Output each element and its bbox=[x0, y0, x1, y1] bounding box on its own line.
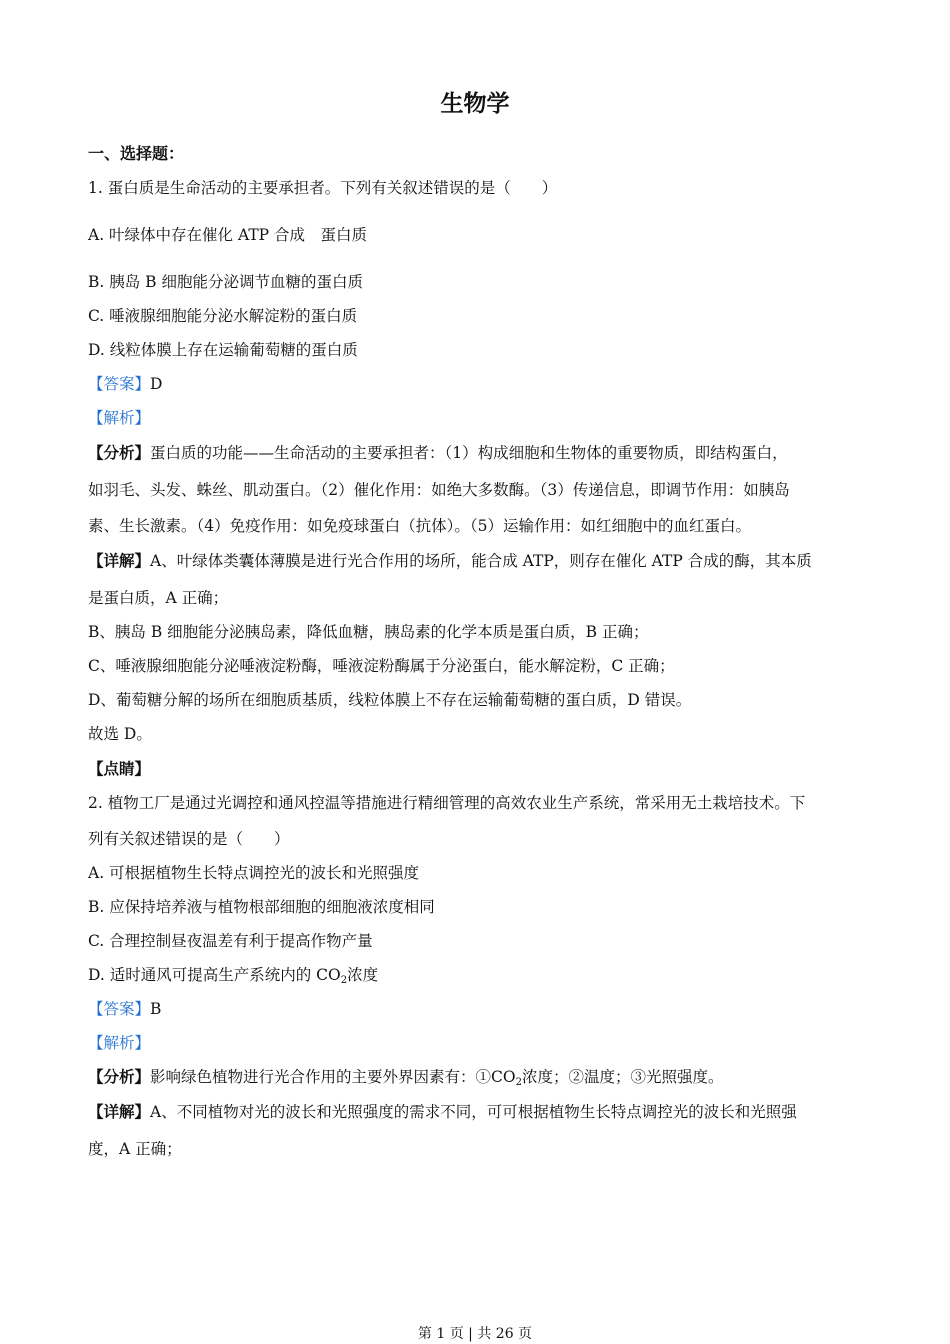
xiangjie-text: A、不同植物对光的波长和光照强度的需求不同，可可根据植物生长特点调控光的波长和光照强 bbox=[150, 1103, 797, 1121]
question-2-analysis-tag: 【解析】 bbox=[88, 1034, 151, 1052]
question-1-stem: 1. 蛋白质是生命活动的主要承担者。下列有关叙述错误的是（ ） bbox=[88, 179, 558, 197]
question-2-answer bbox=[88, 999, 161, 1019]
xiangjie-text: A、叶绿体类囊体薄膜是进行光合作用的场所，能合成 ATP，则存在催化 ATP 合成的酶，其本质 bbox=[150, 552, 812, 570]
question-2-stem-line-2: 列有关叙述错误的是（ ） bbox=[88, 830, 290, 848]
document-title: 生物学 bbox=[440, 90, 510, 117]
question-1-option-b: B. 胰岛 B 细胞能分泌调节血糖的蛋白质 bbox=[88, 273, 363, 291]
answer-value: B bbox=[150, 1000, 162, 1018]
option-d-text: D. 适时通风可提高生产系统内的 CO bbox=[88, 966, 341, 984]
page-footer: 第 1 页 | 共 26 页 bbox=[417, 1326, 533, 1342]
question-2-option-a: A. 可根据植物生长特点调控光的波长和光照强度 bbox=[88, 864, 420, 882]
answer-tag: 【答案】 bbox=[88, 375, 151, 393]
fenxi-text: 蛋白质的功能——生命活动的主要承担者：（1）构成细胞和生物体的重要物质，即结构蛋白， bbox=[150, 444, 788, 462]
subscript: 2 bbox=[515, 1077, 522, 1088]
question-1-option-a: A. 叶绿体中存在催化 ATP 合成 蛋白质 bbox=[88, 226, 368, 244]
answer-value: D bbox=[150, 375, 163, 393]
question-1-xiangjie-line-5: D、葡萄糖分解的场所在细胞质基质，线粒体膜上不存在运输葡萄糖的蛋白质，D 错误。 bbox=[88, 691, 692, 709]
fenxi-text-end: 浓度；②温度；③光照强度。 bbox=[521, 1068, 724, 1086]
section-heading: 一、选择题： bbox=[88, 144, 185, 163]
fenxi-tag: 【分析】 bbox=[88, 1067, 151, 1086]
question-2-option-d bbox=[88, 965, 378, 985]
question-1-xiangjie-line-1 bbox=[88, 551, 812, 571]
question-1-conclusion: 故选 D。 bbox=[88, 725, 152, 743]
xiangjie-tag: 【详解】 bbox=[88, 1102, 151, 1121]
question-2-fenxi bbox=[88, 1067, 723, 1087]
question-1-analysis-tag: 【解析】 bbox=[88, 409, 151, 427]
subscript: 2 bbox=[340, 975, 348, 986]
question-2-option-c: C. 合理控制昼夜温差有利于提高作物产量 bbox=[88, 932, 373, 950]
question-1-option-d: D. 线粒体膜上存在运输葡萄糖的蛋白质 bbox=[88, 341, 358, 359]
question-2-stem-line-1: 2. 植物工厂是通过光调控和通风控温等措施进行精细管理的高效农业生产系统，常采用无土栽培技术。下 bbox=[88, 794, 806, 812]
question-2-option-b: B. 应保持培养液与植物根部细胞的细胞液浓度相同 bbox=[88, 898, 435, 916]
question-1-dianjing-tag: 【点睛】 bbox=[88, 759, 151, 778]
question-2-xiangjie-line-1 bbox=[88, 1102, 797, 1122]
question-1-fenxi-line-1 bbox=[88, 443, 788, 463]
question-1-xiangjie-line-3: B、胰岛 B 细胞能分泌胰岛素，降低血糖，胰岛素的化学本质是蛋白质，B 正确； bbox=[88, 623, 649, 641]
question-1-fenxi-line-2: 如羽毛、头发、蛛丝、肌动蛋白。（2）催化作用：如绝大多数酶。（3）传递信息，即调节作用：如胰岛 bbox=[88, 481, 790, 499]
question-2-xiangjie-line-2: 度，A 正确； bbox=[88, 1140, 182, 1158]
xiangjie-tag: 【详解】 bbox=[88, 551, 151, 570]
fenxi-tag: 【分析】 bbox=[88, 443, 151, 462]
question-1-xiangjie-line-2: 是蛋白质，A 正确； bbox=[88, 589, 229, 607]
question-1-option-c: C. 唾液腺细胞能分泌水解淀粉的蛋白质 bbox=[88, 307, 358, 325]
question-1-fenxi-line-3: 素、生长激素。（4）免疫作用：如免疫球蛋白（抗体）。（5）运输作用：如红细胞中的血红蛋白。 bbox=[88, 517, 751, 535]
answer-tag: 【答案】 bbox=[88, 1000, 151, 1018]
fenxi-text: 影响绿色植物进行光合作用的主要外界因素有：①CO bbox=[150, 1068, 516, 1086]
question-1-answer bbox=[88, 374, 162, 394]
option-d-text-end: 浓度 bbox=[347, 966, 379, 984]
question-1-xiangjie-line-4: C、唾液腺细胞能分泌唾液淀粉酶，唾液淀粉酶属于分泌蛋白，能水解淀粉，C 正确； bbox=[88, 657, 675, 675]
